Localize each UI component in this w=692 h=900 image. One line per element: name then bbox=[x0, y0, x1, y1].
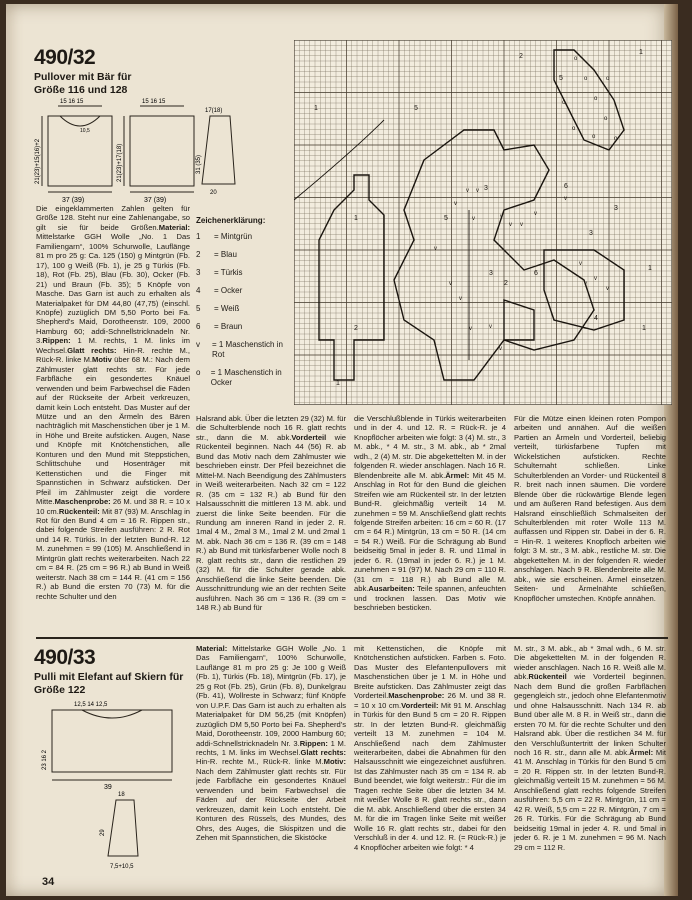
legend-label: = 1 Maschenstich in Ocker bbox=[210, 368, 282, 387]
body-text: wie Rückenteil beginnen. Nach 44 (56) R. ab Bund das Motiv nach dem Zählmuster wie beschrieben einstr. Der Pfeil bezeichnet die Mittel-M. Nach Beendigung des Zählmusters in Weiß weiterarbeiten. Nach 32 cm = 122 R. (35 cm = 132 R.) ab Bund für den Halsausschnitt die mittleren 13 M. abk. und zuerst die linke Seite beenden. Für die Rundung am inneren Rand in jeder 2. R. 1mal 4 M., 2mal 3 M., 1mal 2 M. und 2mal 1 M. abk. Nach 36 cm = 136 R. (39 cm = 148 R.) ab Bund mit türkisfarbener Wolle noch 8 R. glatt rechts str., dann die restlichen 29 (32) M. für die Schulter gerade abk. Anschließend die linke Seite beenden. Die Ausschnittrundung wie an der rechten Seite ausführen. Nach 36 cm = 136 R. (39 cm = 148 R.) ab Bund für bbox=[196, 432, 346, 613]
legend-label: = 1 Maschenstich in Rot bbox=[211, 340, 283, 359]
sleeve2-bottom-label: 7,5+10,5 bbox=[110, 864, 134, 870]
body-text: mit Kettenstichen, die Knöpfe mit Knötchenstichen aufsticken. Farben s. Foto. Das Muster des Elefantenpullovers mit Maschenstichen über je 1 M. in Höhe und Breite aufsticken. Das Zählmuster zeigt das Vorderteil. bbox=[354, 644, 506, 701]
legend-key: 3 bbox=[196, 268, 201, 277]
legend-item bbox=[196, 368, 288, 388]
chart-symbol-v: v bbox=[472, 216, 475, 222]
legend-label: = Braun bbox=[214, 322, 243, 331]
chart-symbol-v: v bbox=[509, 222, 512, 228]
chart-symbol-v: v bbox=[466, 188, 469, 194]
section-heading: Rückenteil: bbox=[58, 506, 100, 516]
chart-symbol-v: v bbox=[584, 281, 587, 287]
chart-symbol-v: v bbox=[579, 261, 582, 267]
section-heading: Material: bbox=[158, 222, 190, 232]
pattern2-text-col2 bbox=[196, 644, 346, 889]
body-text: Mit 87 (93) M. Anschlag in Rot für den Bund 4 cm = 16 R. Rippen str., dabei folgende Streifen ausführen: 2 R. Rot und 14 R. Türkis. In der letzten Bund-R. 12 M. zunehmen = 99 (105) M. Anschließend in Mintgrün glatt rechts weiterarbeiten. Nach 22 cm = 84 R. (25 cm = 96 R.) ab Bund in Weiß weiterstr. Nach 38 cm = 144 R. (41 cm = 156 R.) ab Bund die ersten 70 (73) M. für die rechte Schulter und den bbox=[36, 506, 190, 601]
pattern1-text-col4 bbox=[514, 414, 666, 624]
legend-key: v bbox=[196, 340, 200, 349]
pattern-number: 490/32 bbox=[34, 46, 96, 69]
pattern-title: Pullover mit Bär für Größe 116 und 128 bbox=[34, 71, 132, 96]
chart-symbol-v: v bbox=[606, 286, 609, 292]
section-heading: Ärmel: bbox=[629, 747, 654, 757]
back-width-label: 37 (39) bbox=[144, 197, 167, 204]
chart-symbol-o: o bbox=[572, 126, 576, 132]
chart-symbol: 1 bbox=[336, 380, 340, 387]
back-shoulder-label: 15 16 15 bbox=[142, 99, 166, 105]
legend-label: = Ocker bbox=[214, 286, 243, 295]
body-text: wie Vorderteil beginnen. Nach dem Bund die großen Farbflächen gegengleich str., jedoch ohne Elefantenmotiv und ohne Halsausschnitt. Nach 134 R. ab Bund über alle M. 8 R. in Weiß str., dann die ersten 70 M. für die rechte Schulter und den Halsrand abk. Über die restlichen 34 M. für den Verschlußuntertritt der linken Schulter noch 16 R. str., dann alle M. abk. bbox=[514, 672, 666, 757]
legend-label: = Mintgrün bbox=[214, 232, 253, 241]
legend-item bbox=[196, 232, 288, 242]
chart-symbol-v: v bbox=[594, 276, 597, 282]
section-heading: Vorderteil: bbox=[401, 700, 439, 710]
chart-symbol-v: v bbox=[534, 211, 537, 217]
section-heading: Rippen: bbox=[299, 738, 328, 748]
chart-symbol: 3 bbox=[484, 185, 488, 192]
section-heading: Material: bbox=[196, 644, 228, 653]
chart-symbol-v: v bbox=[449, 281, 452, 287]
chart-symbol-o: o bbox=[614, 136, 618, 142]
legend-key: 1 bbox=[196, 232, 201, 241]
legend-item bbox=[196, 322, 288, 332]
legend-key: 2 bbox=[196, 250, 201, 259]
chart-symbol-v: v bbox=[520, 222, 523, 228]
sleeve2-length-label: 29 bbox=[100, 829, 106, 836]
front-shoulder-label: 15 16 15 bbox=[60, 99, 84, 105]
chart-symbol-o: o bbox=[584, 76, 588, 82]
body-text: Nach dem Zählmuster glatt rechts str. Für jede Farbfläche ein gesondertes Knäuel verwenden und beim Farbwechsel die Fäden auf der Rückseite der Arbeit verkreuzen, damit kein Loch entsteht. Die Konturen des Rüssels, des Mundes, des Ohrs, des Auges, die Skispitzen und die Zehen mit Spannstichen, die Skistöcke bbox=[196, 766, 346, 843]
section-heading: Maschenprobe: bbox=[54, 497, 111, 507]
pattern2-schematics bbox=[34, 696, 194, 876]
pattern2-text-col4 bbox=[514, 644, 666, 889]
chart-symbol: 6 bbox=[534, 270, 538, 277]
section-heading: Motiv bbox=[92, 355, 112, 365]
chart-symbol-v: v bbox=[564, 196, 567, 202]
heights2-label: 23 16 2 bbox=[42, 749, 48, 770]
section-divider bbox=[36, 637, 668, 639]
body-text: 1 M. rechts, 1 M. links im Wechsel. bbox=[196, 738, 346, 757]
chart-symbol: 3 bbox=[589, 230, 593, 237]
chart-symbol: 2 bbox=[354, 325, 358, 332]
body-text: Die eingeklammerten Zahlen gelten für Größe 128. Steht nur eine Zahlenangabe, so gilt sie für beide Größen. bbox=[36, 204, 190, 232]
legend-item bbox=[196, 340, 288, 360]
chart-symbol: 5 bbox=[444, 215, 448, 222]
body-text: Mit 41 M. Anschlag in Türkis für den Bund 5 cm = 20 R. Rippen str. In der letzten Bund-R. gleichmäßig verteilt 15 M. zunehmen = 56 M. Anschließend glatt rechts folgende Streifen ausführen: 5,5 cm = 22 R. Mintgrün, 11 cm = 42 R. Weiß, 5,5 cm = 22 R. Mintgrün, 7 cm = 26 R. Türkis. Für die Schrägung ab Bund beidseitig 19mal in jeder 4. R. und 5mal in jeder 6. R. je 1 M. zunehmen = 96 M. Nach 29 cm = 112 R. bbox=[514, 747, 666, 852]
chart-symbol-o: o bbox=[606, 76, 610, 82]
pattern1-text-col1 bbox=[36, 204, 190, 624]
section-heading: Glatt rechts: bbox=[67, 345, 117, 355]
body-piece bbox=[52, 710, 172, 772]
body-text: 26 M. und 38 R. = 10 x 10 cm. bbox=[354, 691, 506, 710]
sleeve2-piece bbox=[108, 800, 138, 856]
body-text: die Verschlußblende in Türkis weiterarbeiten und in der 4. und 12. R. = Rück-R. je 4 Knopflöcher arbeiten wie folgt: 3 (4) M. str., 3 M. abk., * 4 M. str., 3 M. abk., ab * 2mal wdh., 2 (4) M. str. Die abgekettelten M. in der folgenden R. wieder anschlagen. Nach 16 R. Blendenbreite alle M. abk. bbox=[354, 414, 506, 480]
pattern1-schematics bbox=[30, 94, 240, 204]
body-text: Halsrand abk. Über die letzten 29 (32) M. für die Schulterblende noch 16 R. glatt rechts str., dann die M. abk. bbox=[196, 414, 346, 442]
chart-symbol-v: v bbox=[489, 324, 492, 330]
body-text: Hin-R. rechte M., Rück-R. linke M. bbox=[196, 757, 324, 767]
body-text: 26 M. und 38 R. = 10 x 10 cm. bbox=[36, 497, 190, 516]
legend-title: Zeichenerklärung: bbox=[196, 216, 266, 225]
chart-symbol: 1 bbox=[648, 265, 652, 272]
section-heading: Ärmel: bbox=[445, 470, 470, 480]
legend-key: 4 bbox=[196, 286, 201, 295]
back-piece bbox=[130, 116, 194, 186]
back-height-label: 21(23)+17(18) bbox=[117, 143, 123, 182]
chart-symbol-o: o bbox=[594, 96, 598, 102]
chart-symbol: 2 bbox=[519, 53, 523, 60]
chart-symbol: 2 bbox=[504, 280, 508, 287]
chart-symbol-v: v bbox=[476, 188, 479, 194]
chart-symbol: 5 bbox=[414, 105, 418, 112]
section-heading: Rippen: bbox=[42, 336, 71, 346]
chart-symbol: 6 bbox=[564, 183, 568, 190]
section-heading: Motiv: bbox=[323, 757, 346, 767]
shoulder2-label: 12,5 14 12,5 bbox=[74, 702, 108, 708]
chart-symbol: 1 bbox=[639, 49, 643, 56]
body-text: Teile spannen, anfeuchten und trocknen lassen. Das Motiv wie beschrieben besticken. bbox=[354, 584, 506, 613]
chart-symbol: 3 bbox=[489, 270, 493, 277]
legend-key: 5 bbox=[196, 304, 201, 313]
body-text: 1 M. rechts, 1 M. links im Wechsel. bbox=[36, 336, 190, 355]
legend-label: = Blau bbox=[214, 250, 237, 259]
sleeve-top-label: 17(18) bbox=[205, 108, 223, 114]
chart-symbol-v: v bbox=[459, 296, 462, 302]
page-number: 34 bbox=[42, 876, 55, 888]
legend-item bbox=[196, 268, 288, 278]
section-heading: Rückenteil bbox=[528, 672, 567, 682]
chart-symbol-o: o bbox=[604, 116, 608, 122]
legend-item bbox=[196, 286, 288, 296]
front-neckline bbox=[60, 116, 100, 126]
magazine-page bbox=[6, 4, 678, 896]
section-heading: Maschenprobe: bbox=[388, 691, 445, 701]
body-text: Mit 91 M. Anschlag in Türkis für den Bund 5 cm = 20 R. Rippen str. In der letzten Bund-R. gleichmäßig verteilt 13 M. zunehmen = 104 M. Anschließend nach dem Zählmuster weiterarbeiten, dabei die Abnahmen für den Halsausschnitt wie eingezeichnet ausführen. Ist das Zählmuster nach 35 cm = 134 R. ab Bund beendet, wie folgt weiterstr.: Für die im Tragen rechte Seite über die letzten 34 M. mit weißer Wolle 8 R. glatt rechts str., dann die M. abk. Anschließend über die ersten 34 M. für die im Tragen linke Seite mit weißer Wolle 16 R. glatt rechts str., dabei für den Verschluß in der 4. und 12. R. (= Rück-R.) je 4 Knopflöcher arbeiten wie folgt: * 4 bbox=[354, 700, 506, 852]
chart-symbol: 1 bbox=[642, 325, 646, 332]
chart-symbol-v: v bbox=[434, 246, 437, 252]
body-text: Mittelstarke GGH Wolle „No. 1 Das Familiengarn“, 100% Schurwolle, Lauflänge 81 m pro 25 g: Ca. 125 (150) g Mintgrün (Fb. 17), 100 g Weiß (Fb. 1), je 25 g Türkis (Fb. 18), Rot (Fb. 25), Blau (Fb. 30), Ocker (Fb. 21) und Braun (Fb. 35); 5 Knöpfe von Masche. Das Garn ist auch zu erhalten als Materialpaket für DM 44,80 (47,75) (einschl. Knöpfe) zuzüglich DM 5,50 Porto bei Fa. Shepherd's Maid, Dorotheenstr. 109, 2000 Hamburg 60; addi-Schnellstricknadeln Nr. 3. bbox=[36, 232, 190, 346]
legend-label: = Weiß bbox=[214, 304, 240, 313]
section-heading: Ausarbeiten: bbox=[368, 584, 415, 594]
sleeve-length-label: 31 (35) bbox=[196, 154, 202, 174]
chart-symbol-o: o bbox=[574, 56, 578, 62]
neck-label: 10,5 bbox=[80, 128, 90, 134]
chart-symbol-v: v bbox=[500, 214, 503, 220]
pattern2-title: Pulli mit Elefant auf Skiern für Größe 122 bbox=[34, 671, 184, 696]
section-heading: Glatt rechts: bbox=[300, 747, 346, 757]
body-text: Für die Mütze einen kleinen roten Pompon arbeiten und annähen. Auf die weißen Partien an Ärmeln und Vorderteil, beliebig verteilt, türkisfarbene Tupfen mit Wickelstichen aufsticken. Rechte Schulternaht schließen. Linke Schulterblenden an Vorder- und Rückenteil 8 R. breit nach innen säumen. Die vordere Blende über die rückwärtige Blende legen und am äußeren Rand befestigen. Aus dem Halsrand einschließlich Schmalseiten der Schulterblenden mit roter Wolle 113 M. auffassen und Rippen str. Dabei in der 6. R. = Hin-R. 1 weiteres Knopfloch arbeiten wie folgt: 3 M. str., 3 M. abk., restliche M. str. Die abgekettelten M. in der folgenden R. wieder anschlagen. Nach 9 R. Blendenbreite alle M. abk., wie sie erscheinen. Ärmel einsetzen. Seiten- und Ärmelnähte schließen, Knopflöcher umstechen. Knöpfe annähen. bbox=[514, 414, 666, 603]
sleeve-bottom-label: 20 bbox=[210, 190, 217, 196]
chart-symbol: 4 bbox=[594, 315, 598, 322]
knitting-chart bbox=[294, 40, 672, 405]
legend-key: 6 bbox=[196, 322, 201, 331]
legend-item bbox=[196, 250, 288, 260]
sleeve2-top-label: 18 bbox=[118, 792, 125, 798]
chart-symbol-v: v bbox=[454, 201, 457, 207]
chart-symbol-o: o bbox=[592, 134, 596, 140]
legend-key: o bbox=[196, 368, 201, 377]
body-text: Hin-R. rechte M., Rück-R. linke M. bbox=[36, 345, 190, 365]
chart-symbol: 1 bbox=[314, 105, 318, 112]
front-width-label: 37 (39) bbox=[62, 197, 85, 204]
chart-symbol: 3 bbox=[614, 205, 618, 212]
neckline bbox=[82, 710, 142, 718]
chart-symbol-o: o bbox=[562, 100, 566, 106]
body-text: Mit 45 M. Anschlag in Rot für den Bund die gleichen Streifen wie am Rückenteil str. In der letzten Bund-R. gleichmäßig verteilt 14 M. zunehmen = 59 M. Anschließend glatt rechts folgende Streifen arbeiten: 16 cm = 60 R. (17 cm = 64 R.) Mintgrün, 13 cm = 50 R. (14 cm = 54 R.) Weiß. Für die Schrägung ab Bund beidseitig 5mal in jeder 8. R. und 11mal in jeder 6. R. (19mal in jeder 6. R.) je 1 M. zunehmen = 91 (97) M. Nach 29 cm = 110 R. (31 cm = 118 R.) ab Bund alle M. abk. bbox=[354, 470, 506, 594]
width2-label: 39 bbox=[104, 784, 112, 791]
sleeve-piece bbox=[202, 116, 235, 184]
chart-legend bbox=[196, 216, 288, 396]
legend-label: = Türkis bbox=[214, 268, 243, 277]
body-text: Mittelstarke GGH Wolle „No. 1 Das Familiengarn“, 100% Schurwolle, Lauflänge 81 m pro 25 g: Je 100 g Weiß (Fb. 1), Türkis (Fb. 18), Mintgrün (Fb. 17), je 25 g Rot (Fb. 25), Grün (Fb. 8), Dunkelgrau (Fb. 41), Wollreste in Schwarz; fünf Knöpfe von U.P.F. Das Garn ist auch zu erhalten als Materialpaket für DM 56,25 (mit Knöpfen) zuzüglich DM 5,50 Porto bei Fa. Shepherd's Maid, Dorotheenstr. 109, 2000 Hamburg 60; addi-Schnellstricknadeln Nr. 3. bbox=[196, 644, 346, 748]
chart-symbol: 1 bbox=[354, 215, 358, 222]
pattern1-text-col2 bbox=[196, 414, 346, 624]
chart-symbol-v: v bbox=[499, 346, 502, 352]
chart-symbol-v: v bbox=[469, 326, 472, 332]
pattern2-number: 490/33 bbox=[34, 646, 96, 669]
body-text: M. str., 3 M. abk., ab * 3mal wdh., 6 M. str. Die abgekettelten M. in der folgenden R. wieder anschlagen. Nach 16 R. Weiß alle M. abk. bbox=[514, 644, 666, 682]
pattern1-text-col3 bbox=[354, 414, 506, 624]
section-heading: Vorderteil bbox=[291, 432, 327, 442]
pattern2-text-col3 bbox=[354, 644, 506, 889]
chart-symbol: 5 bbox=[559, 75, 563, 82]
legend-item bbox=[196, 304, 288, 314]
body-text: über 68 M.: Nach dem Zählmuster glatt rechts str. Für jede Farbfläche ein gesondertes Knäuel verwenden und beim Farbwechsel die Fäden auf der Rückseite der Arbeit verkreuzen, damit kein Loch entsteht. Das Muster auf der Mütze und an den Ärmeln des Bären nachträglich mit Maschenstichen über je 1 M. in Höhe und Breite aufsticken. Augen, Nase und Knöpfe mit Knötchenstichen, alle Konturen und den Mund mit Steppstichen, Schlittschuhe und Hosenträger mit Kettenstichen und die Finger mit Spannstichen in Schwarz aufsticken. Der Pfeil im Zählmuster zeigt die vordere Mitte. bbox=[36, 355, 190, 507]
front-height-label: 21(23)+15(16)+2 bbox=[35, 138, 41, 184]
